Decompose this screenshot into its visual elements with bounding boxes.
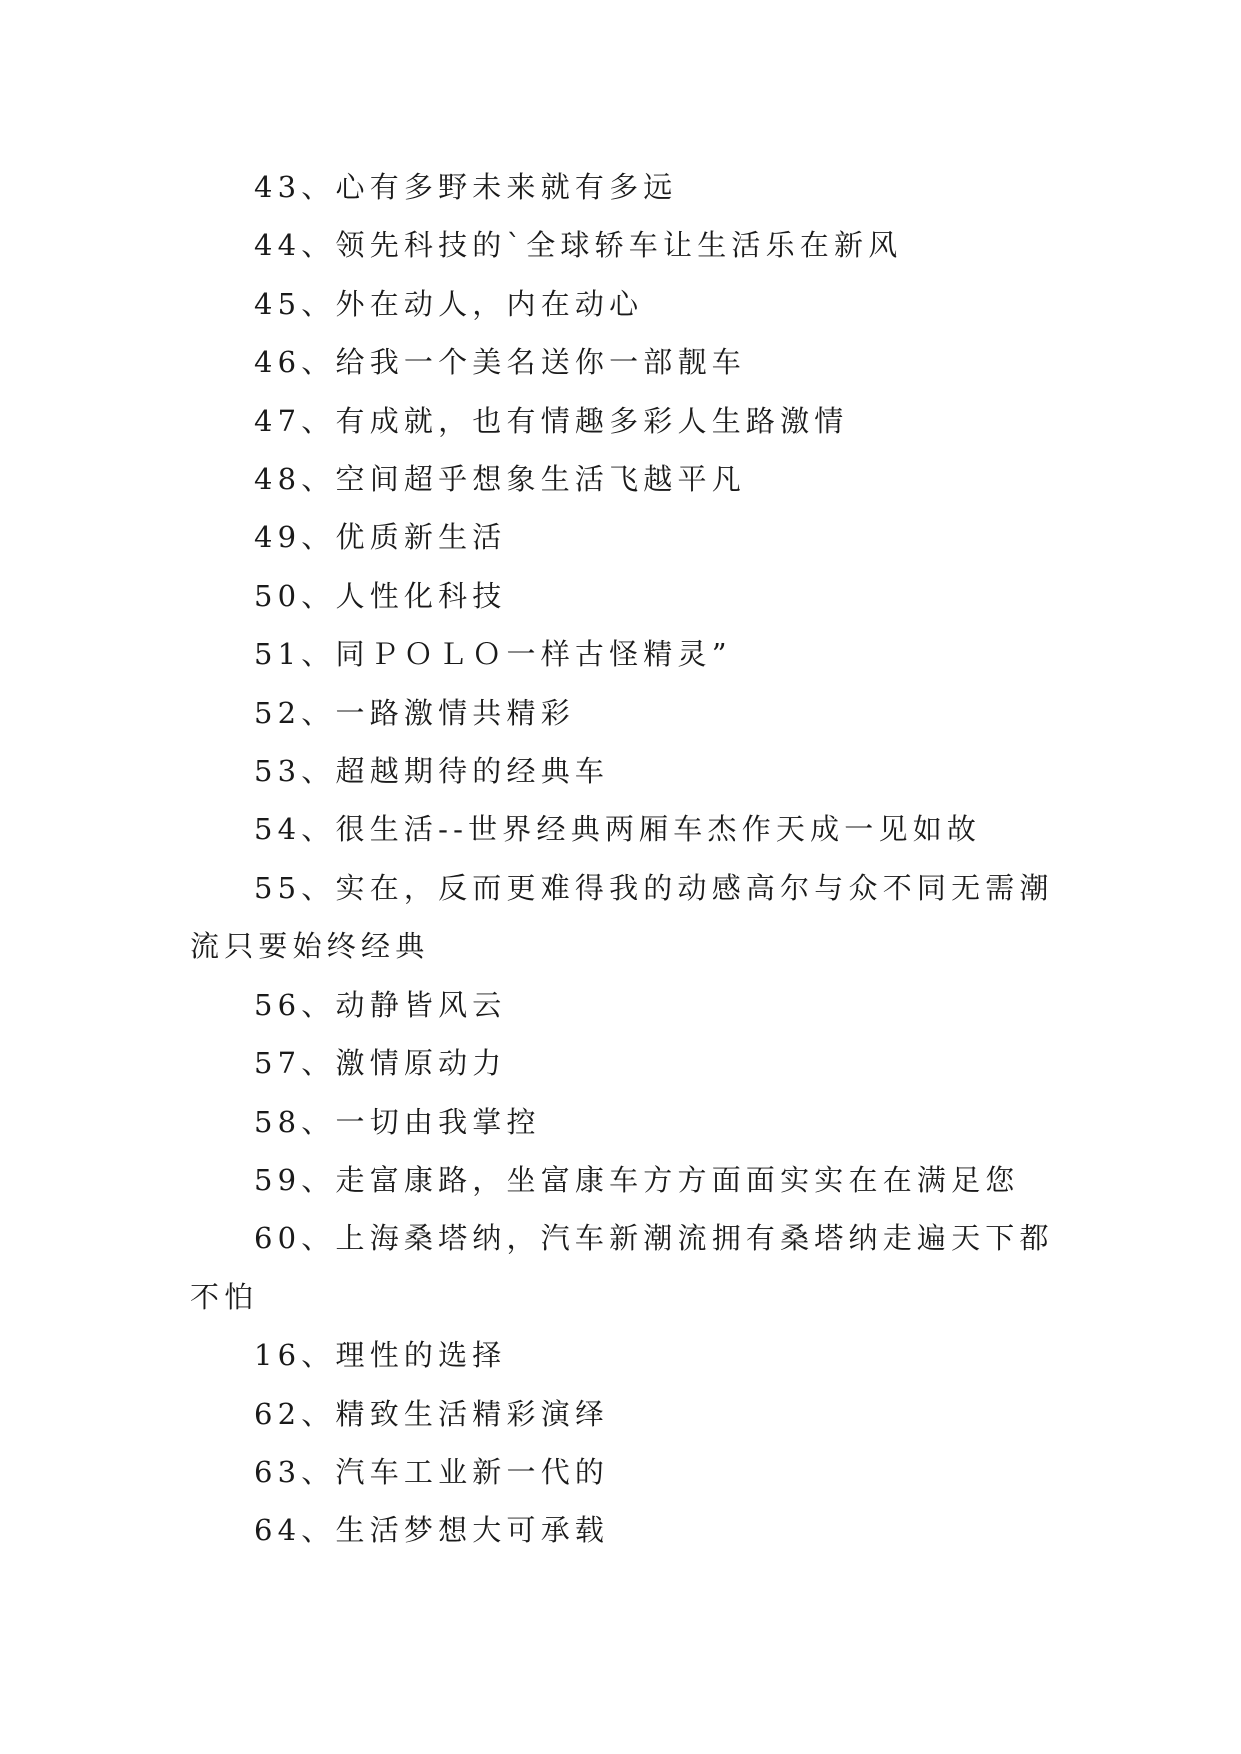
list-item: 63、汽车工业新一代的 xyxy=(254,1454,610,1489)
list-item: 50、人性化科技 xyxy=(254,578,507,613)
list-item: 44、领先科技的`全球轿车让生活乐在新风 xyxy=(254,228,903,263)
list-item: 43、心有多野未来就有多远 xyxy=(254,170,678,204)
list-item: 64、生活梦想大可承载 xyxy=(254,1513,610,1548)
list-item: 62、精致生活精彩演绎 xyxy=(254,1396,610,1431)
list-item: 54、很生活--世界经典两厢车杰作天成一见如故 xyxy=(254,812,982,847)
list-item: 48、空间超乎想象生活飞越平凡 xyxy=(254,462,746,497)
list-item: 46、给我一个美名送你一部靓车 xyxy=(254,345,746,380)
list-item: 56、动静皆风云 xyxy=(254,987,507,1022)
list-item: 45、外在动人，内在动心 xyxy=(254,286,644,321)
list-item: 16、理性的选择 xyxy=(254,1338,507,1373)
list-item: 58、一切由我掌控 xyxy=(254,1104,541,1139)
list-item: 51、同ＰＯＬＯ一样古怪精灵” xyxy=(254,637,732,672)
list-item: 47、有成就，也有情趣多彩人生路激情 xyxy=(254,403,849,438)
list-item: 55、实在，反而更难得我的动感高尔与众不同无需潮流只要始终经典 xyxy=(190,870,1054,964)
list-item: 60、上海桑塔纳，汽车新潮流拥有桑塔纳走遍天下都不怕 xyxy=(190,1221,1054,1314)
list-item: 49、优质新生活 xyxy=(254,520,507,555)
list-item: 57、激情原动力 xyxy=(254,1046,507,1081)
list-item: 52、一路激情共精彩 xyxy=(254,695,575,730)
document-page xyxy=(190,158,1060,1560)
list-item: 59、走富康路，坐富康车方方面面实实在在满足您 xyxy=(254,1162,1020,1197)
list-item: 53、超越期待的经典车 xyxy=(254,754,610,789)
